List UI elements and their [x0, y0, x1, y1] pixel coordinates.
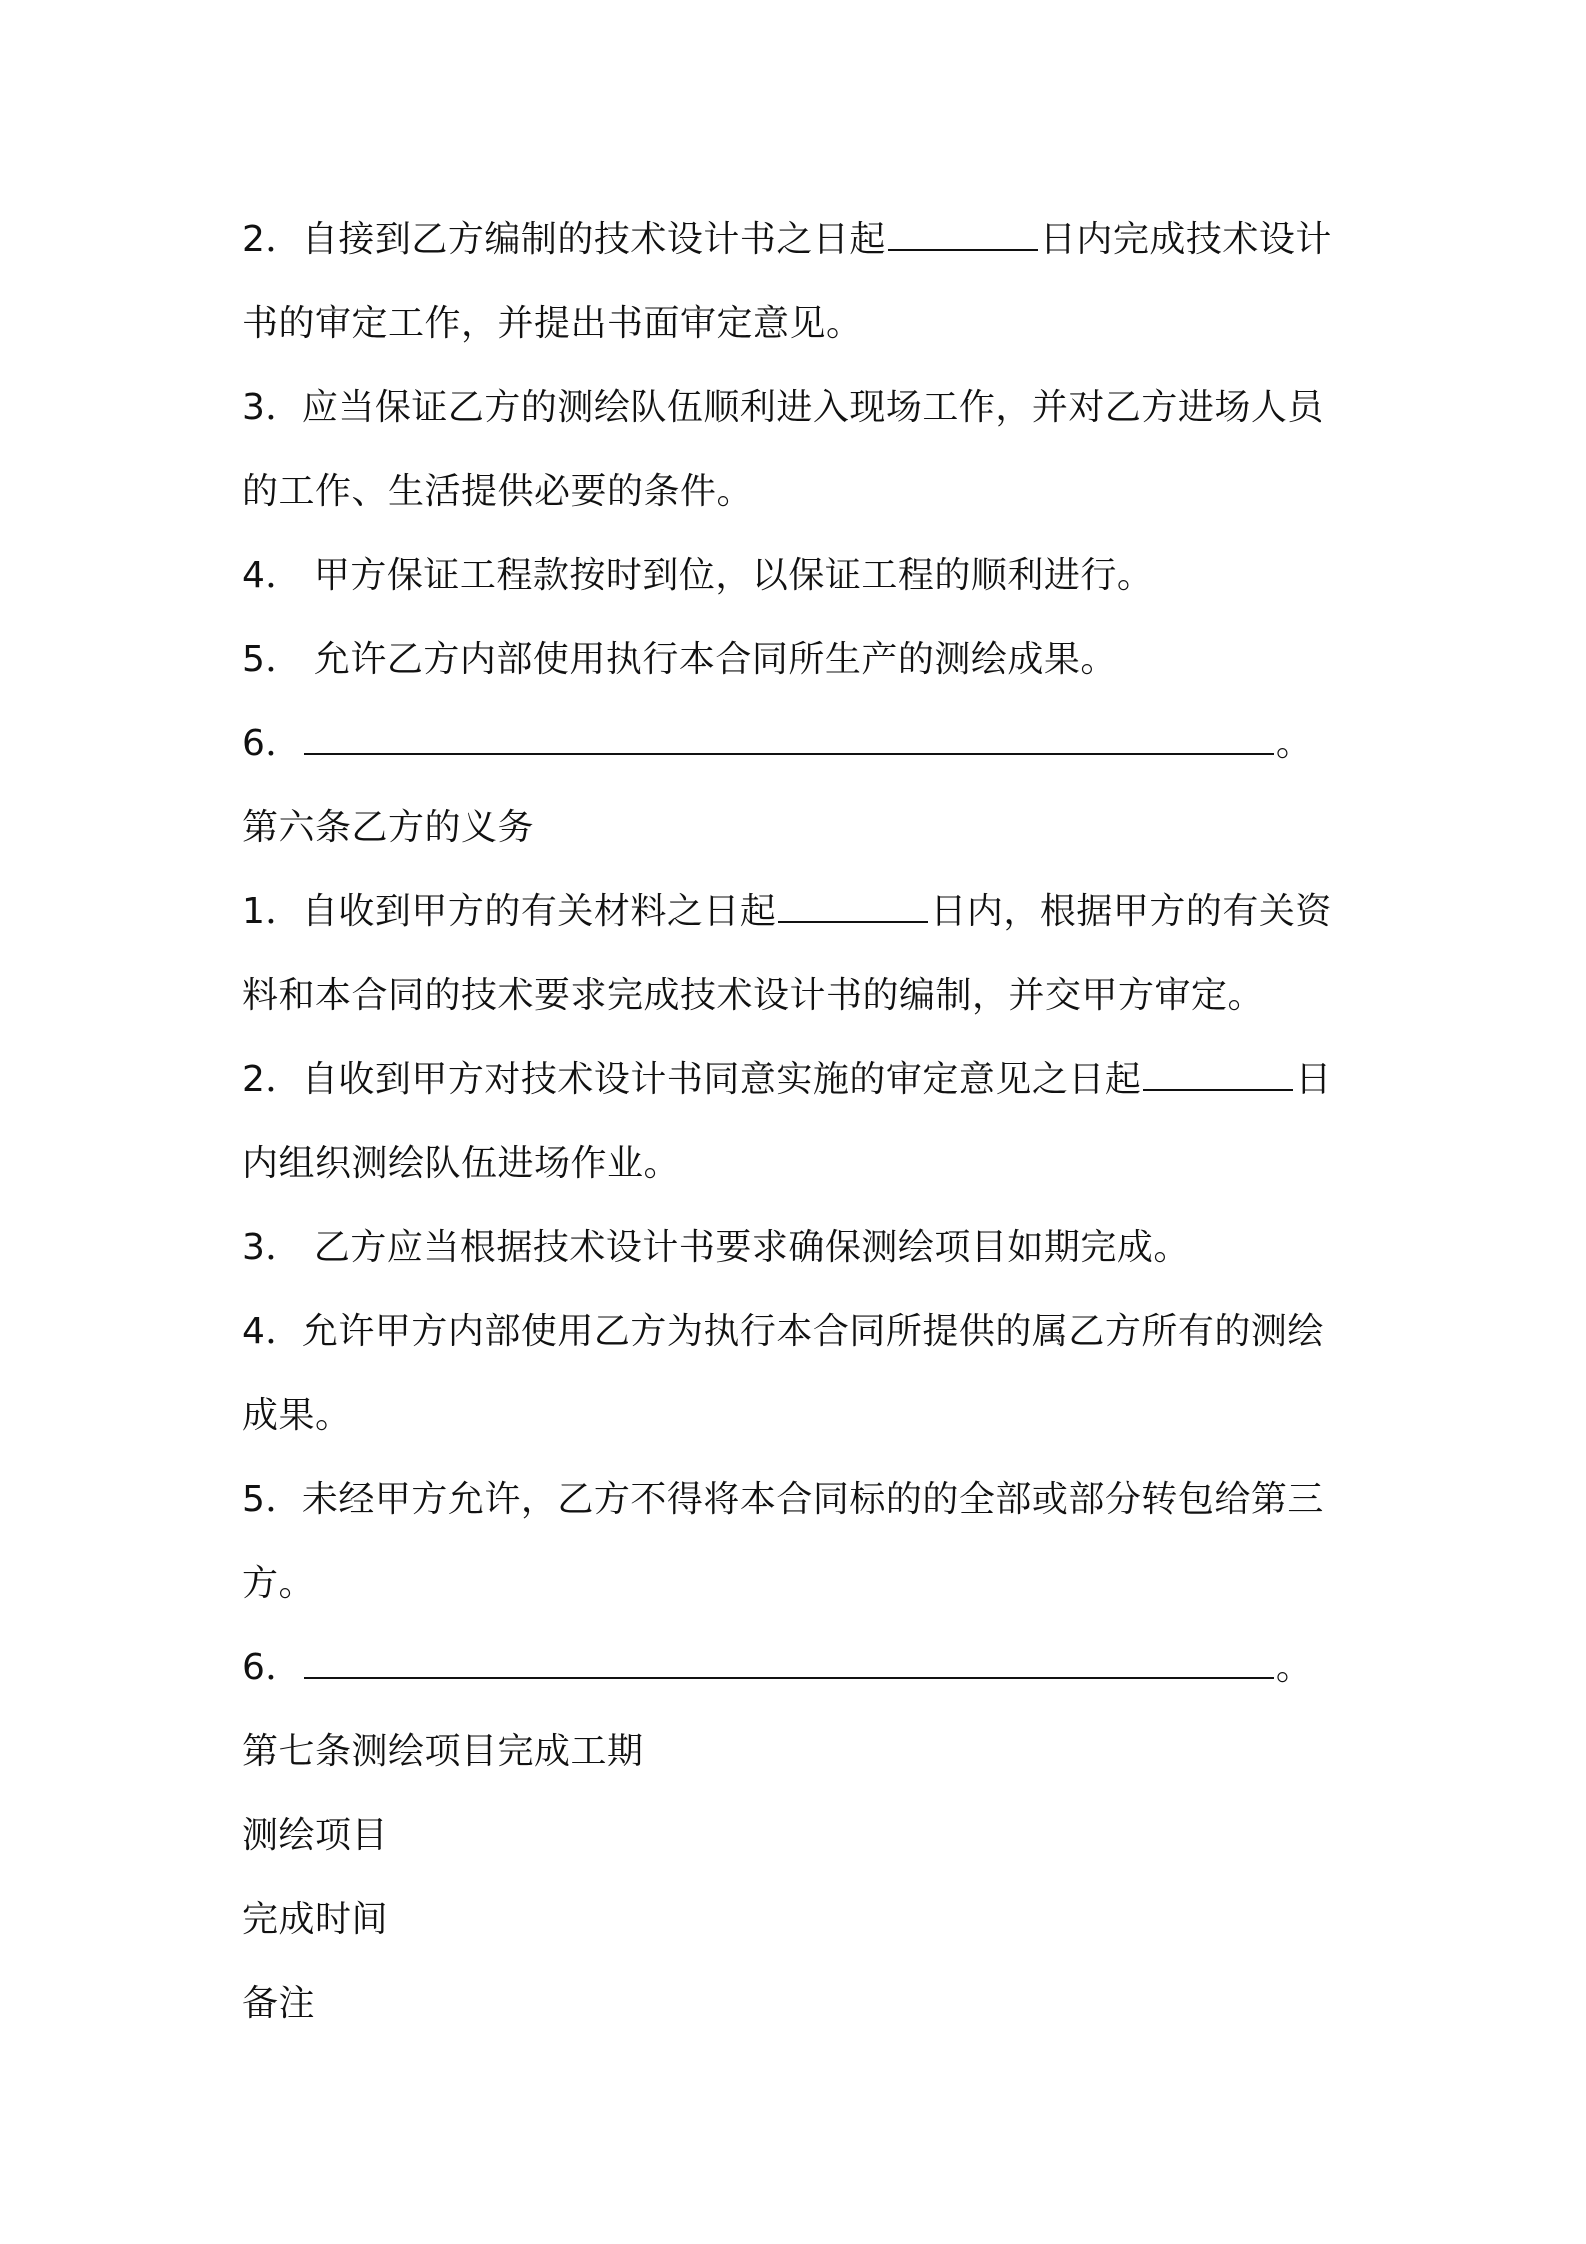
clause-6-item-4-line-2: 成果。: [242, 1395, 352, 1436]
schedule-label-project: 测绘项目: [242, 1815, 389, 1856]
item-end: 。: [1275, 723, 1313, 764]
clause-5-item-6: [242, 702, 1357, 786]
item-text: 自接到乙方编制的技术设计书之日起: [301, 219, 886, 260]
clause-6-heading: 第六条乙方的义务: [242, 807, 535, 848]
schedule-label-notes: 备注: [242, 1983, 316, 2024]
clause-5-item-2-line-2: 书的审定工作，并提出书面审定意见。: [242, 303, 863, 344]
clause-5-item-5: 5． 允许乙方内部使用执行本合同所生产的测绘成果。: [242, 639, 1117, 680]
clause-6-item-3: 3． 乙方应当根据技术设计书要求确保测绘项目如期完成。: [242, 1227, 1190, 1268]
clause-6-item-1-line-1: [242, 870, 1357, 954]
item-number: 6．: [242, 1647, 302, 1688]
clause-7-heading: 第七条测绘项目完成工期: [242, 1731, 644, 1772]
clause-6-item-1-line-2: 料和本合同的技术要求完成技术设计书的编制，并交甲方审定。: [242, 975, 1265, 1016]
fill-in-blank[interactable]: [778, 891, 928, 923]
fill-in-blank[interactable]: [304, 1647, 1274, 1679]
clause-6-item-6: [242, 1626, 1357, 1710]
clause-6-item-2-line-1: [242, 1038, 1357, 1122]
clause-5-item-3-line-2: 的工作、生活提供必要的条件。: [242, 471, 754, 512]
item-text: 自收到甲方的有关材料之日起: [301, 891, 777, 932]
clause-5-item-4: 4． 甲方保证工程款按时到位，以保证工程的顺利进行。: [242, 555, 1154, 596]
clause-6-item-2-line-2: 内组织测绘队伍进场作业。: [242, 1143, 681, 1184]
item-number: 6．: [242, 723, 302, 764]
clause-6-item-5-line-2: 方。: [242, 1563, 316, 1604]
document-body: [242, 198, 1357, 2046]
clause-6-item-5-line-1: 5．未经甲方允许，乙方不得将本合同标的的全部或部分转包给第三: [242, 1479, 1324, 1520]
item-text: 日: [1295, 1059, 1332, 1100]
fill-in-blank[interactable]: [304, 723, 1274, 755]
item-number: 2．: [242, 1059, 302, 1100]
schedule-label-completion-time: 完成时间: [242, 1899, 389, 1940]
item-text: 自收到甲方对技术设计书同意实施的审定意见之日起: [301, 1059, 1142, 1100]
clause-5-item-2-line-1: [242, 198, 1357, 282]
item-text: 日内完成技术设计: [1039, 219, 1332, 260]
clause-5-item-3-line-1: 3．应当保证乙方的测绘队伍顺利进入现场工作，并对乙方进场人员: [242, 387, 1324, 428]
item-end: 。: [1275, 1647, 1313, 1688]
clause-6-item-4-line-1: 4．允许甲方内部使用乙方为执行本合同所提供的属乙方所有的测绘: [242, 1311, 1324, 1352]
item-number: 1．: [242, 891, 302, 932]
item-number: 2．: [242, 219, 302, 260]
item-text: 日内，根据甲方的有关资: [930, 891, 1332, 932]
fill-in-blank[interactable]: [1143, 1059, 1293, 1091]
fill-in-blank[interactable]: [888, 219, 1038, 251]
